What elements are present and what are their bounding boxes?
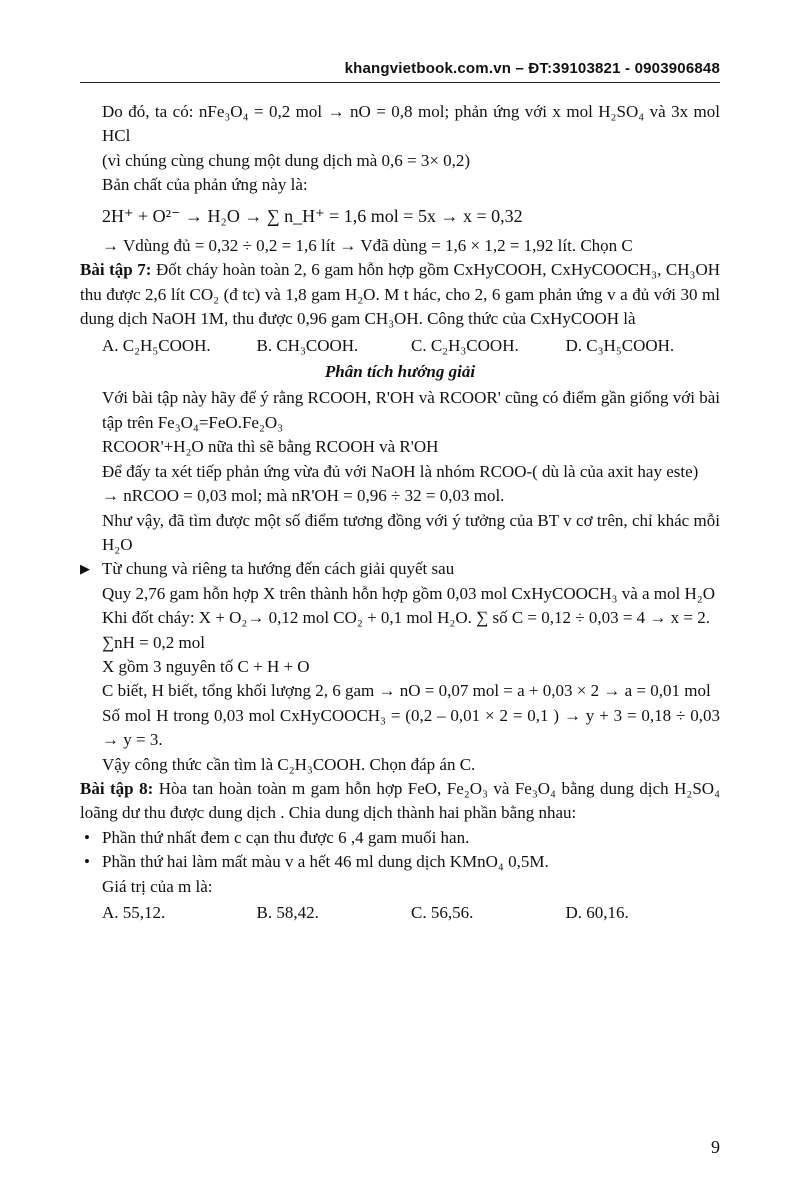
text-line: Với bài tập này hãy để ý rằng RCOOH, R'OH và RCOOR' cũng có điểm gần giống với bài tập trên Fe₃O₄=FeO.Fe₂O₃ [102, 388, 720, 432]
text-line: RCOOR'+H₂O nữa thì sẽ bằng RCOOH và R'OH [102, 437, 439, 457]
option-a: A. 55,12. [102, 903, 166, 922]
option-d: D. C₃H₅COOH. [565, 335, 675, 355]
exercise-8 [80, 777, 720, 826]
page-header: khangvietbook.com.vn – ĐT:39103821 - 0903906848 [344, 60, 720, 77]
text-line: X gồm 3 nguyên tố C + H + O [102, 656, 310, 676]
text-line: (vì chúng cùng chung một dung dịch mà 0,6 = 3× 0,2) [102, 150, 471, 170]
page-content [80, 100, 720, 927]
exercise-label: Bài tập 8: [80, 778, 154, 798]
text-line: Do đó, ta có: nFe₃O₄ = 0,2 mol → nO = 0,8 mol; phản ứng với x mol H₂SO₄ và 3x mol HCl [102, 102, 720, 146]
text-line: Khi đốt cháy: X + O₂→ 0,12 mol CO₂ + 0,1 mol H₂O. ∑ số C = 0,12 ÷ 0,03 = 4 → x = 2. [102, 608, 711, 628]
option-c: C. 56,56. [411, 903, 474, 922]
text-line: Quy 2,76 gam hỗn hợp X trên thành hỗn hợp gồm 0,03 mol CxHyCOOCH₃ và a mol H₂O [102, 583, 715, 603]
answer-options [80, 901, 720, 925]
text-line: Như vậy, đã tìm được một số điểm tương đồng với ý tưởng của BT v cơ trên, chỉ khác mỗi H₂O [102, 510, 720, 554]
section-title: Phân tích hướng giải [324, 362, 476, 382]
text-line: ∑nH = 0,2 mol [102, 632, 205, 652]
page-number: 9 [711, 1137, 720, 1157]
exercise-label: Bài tập 7: [80, 260, 152, 280]
option-b: B. 58,42. [256, 903, 319, 922]
text-line: Số mol H trong 0,03 mol CxHyCOOCH₃ = (0,2 – 0,01 × 2 = 0,1 ) → y + 3 = 0,18 ÷ 0,03 → y = 3. [102, 705, 720, 750]
header-rule [80, 82, 720, 83]
bullet-item: • Phần thứ nhất đem c cạn thu được 6 ,4 gam muối han. [80, 826, 720, 850]
text-line: C biết, H biết, tổng khối lượng 2, 6 gam → nO = 0,07 mol = a + 0,03 × 2 → a = 0,01 mol [102, 681, 711, 701]
text-line: → nRCOO = 0,03 mol; mà nR'OH = 0,96 ÷ 32 = 0,03 mol. [102, 486, 505, 506]
exercise-text: Hòa tan hoàn toàn m gam hỗn hợp FeO, Fe₂O₃ và Fe₃O₄ bằng dung dịch H₂SO₄ loãng dư thu được dung dịch . Chia dung dịch thành hai phần bằng nhau: [80, 778, 720, 823]
text-line: Để đấy ta xét tiếp phản ứng vừa đủ với NaOH là nhóm RCOO-( dù là của axit hay este) [102, 461, 699, 481]
question-line: Giá trị của m là: [102, 876, 213, 896]
exercise-7 [80, 258, 720, 331]
equation: 2H⁺ + O²⁻ → H₂O → ∑ n_H⁺ = 1,6 mol = 5x → x = 0,32 [102, 205, 523, 226]
option-d: D. 60,16. [565, 903, 629, 922]
text-line: Bản chất của phản ứng này là: [102, 175, 308, 195]
bullet-item: • Phần thứ hai làm mất màu v a hết 46 ml dung dịch KMnO₄ 0,5M. [80, 850, 720, 874]
option-b: B. CH₃COOH. [256, 335, 359, 355]
option-a: A. C₂H₅COOH. [102, 335, 211, 355]
option-c: C. C₂H₃COOH. [411, 335, 519, 355]
text-line: Vậy công thức cần tìm là C₂H₃COOH. Chọn đáp án C. [102, 754, 476, 774]
answer-options [80, 334, 720, 358]
exercise-text: Đốt cháy hoàn toàn 2, 6 gam hỗn hợp gồm CxHyCOOH, CxHyCOOCH₃, CH₃OH thu được 2,6 lít CO₂ (đ tc) và 1,8 gam H₂O. M t hác, cho 2, 6 gam phản ứng v a đủ với 30 ml dung dịch NaOH 1M, thu được 0,96 gam CH₃OH. Công thức của CxHyCOOH là [80, 260, 720, 329]
approach-line: ▶ Từ chung và riêng ta hướng đến cách giải quyết sau [80, 557, 720, 581]
text-line: → Vdùng đủ = 0,32 ÷ 0,2 = 1,6 lít → Vđã dùng = 1,6 × 1,2 = 1,92 lít. Chọn C [102, 236, 633, 256]
